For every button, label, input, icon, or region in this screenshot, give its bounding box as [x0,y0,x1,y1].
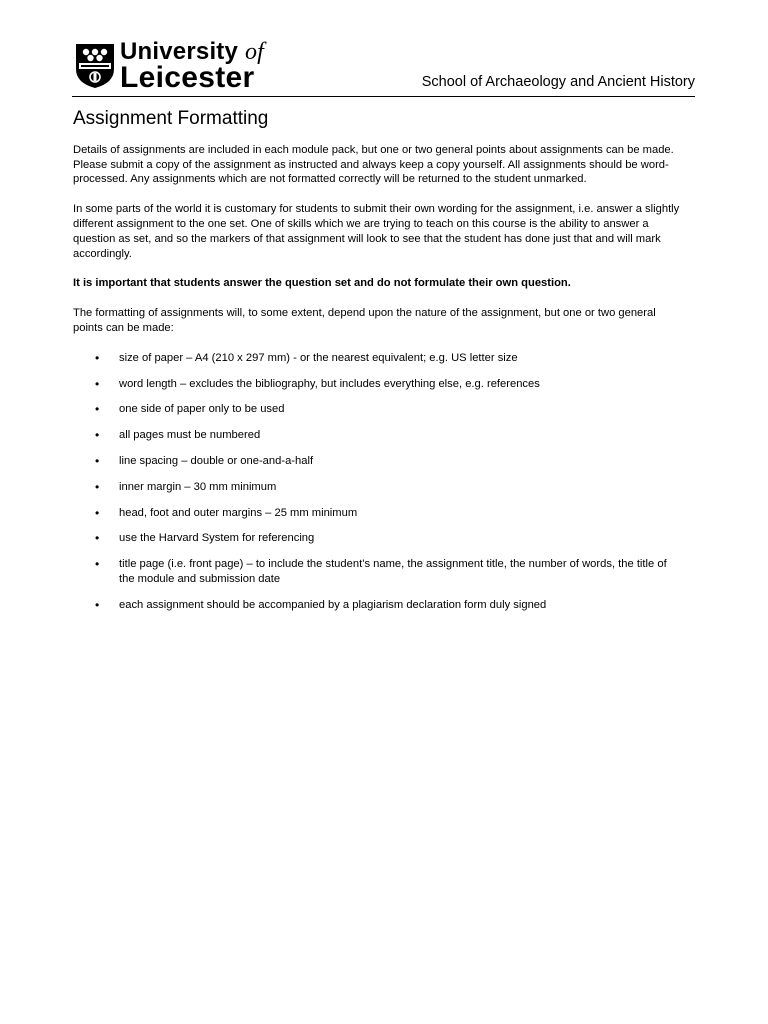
list-item-text: each assignment should be accompanied by a plagiarism declaration form duly signed [119,598,547,611]
school-name: School of Archaeology and Ancient History [421,74,695,90]
bullet-icon: • [95,350,100,365]
list-item-text: inner margin – 30 mm minimum [119,480,277,493]
paragraph-formatting: The formatting of assignments will, to some extent, depend upon the nature of the assignment, but one or two general points can be made: [73,307,656,334]
list-item-text: size of paper – A4 (210 x 297 mm) - or the nearest equivalent; e.g. US letter size [119,351,518,364]
bullet-icon: • [95,453,100,468]
list-item [73,428,683,443]
bullet-icon: • [95,428,100,443]
paragraph-intro: Details of assignments are included in each module pack, but one or two general points about assignments can be made. Please submit a copy of the assignment as instructed and always keep a copy yourself. All assignments should be word-processed. Any assignments which are not formatted correctly will be returned to the student unmarked. [73,143,674,186]
bullet-icon: • [95,557,100,572]
list-item [73,506,683,521]
logo-leicester: Leicester [120,61,255,94]
list-item-text: word length – excludes the bibliography, but includes everything else, e.g. references [119,377,540,390]
bullet-icon: • [95,505,100,520]
list-item-text: use the Harvard System for referencing [119,532,315,545]
bullet-icon: • [95,376,100,391]
list-item-text: one side of paper only to be used [119,403,285,416]
bullet-icon: • [95,531,100,546]
list-item [73,377,683,392]
list-item-text: head, foot and outer margins – 25 mm minimum [119,506,358,519]
paragraph-important: It is important that students answer the question set and do not formulate their own question. [73,277,571,290]
university-logo [120,40,264,93]
bullet-icon: • [95,597,100,612]
paragraph-wording: In some parts of the world it is customary for students to submit their own wording for the assignment, i.e. answer a slightly different assignment to the one set. One of skills which we are trying to teach on this course is the ability to answer a question as set, and so the markers of that assignment will look to see that the student has done just that and will mark accordingly. [73,203,680,260]
letterhead [72,40,695,97]
list-item [73,454,683,469]
list-item-text: all pages must be numbered [119,429,261,442]
logo-university: University [120,38,239,65]
list-item [73,351,683,366]
formatting-list [73,351,683,613]
logo-of: of [244,39,265,65]
list-item [73,531,683,546]
main-content [73,108,683,624]
list-item [73,480,683,495]
list-item-text: title page (i.e. front page) – to include the student’s name, the assignment title, the number of words, the title of the module and submission date [119,558,667,585]
page-title: Assignment Formatting [73,108,269,129]
bullet-icon: • [95,479,100,494]
list-item-text: line spacing – double or one-and-a-half [119,454,314,467]
bullet-icon: • [95,402,100,417]
header-divider [72,96,695,97]
list-item [73,402,683,417]
list-item [73,598,683,613]
university-crest-icon [75,43,115,89]
list-item [73,557,683,587]
